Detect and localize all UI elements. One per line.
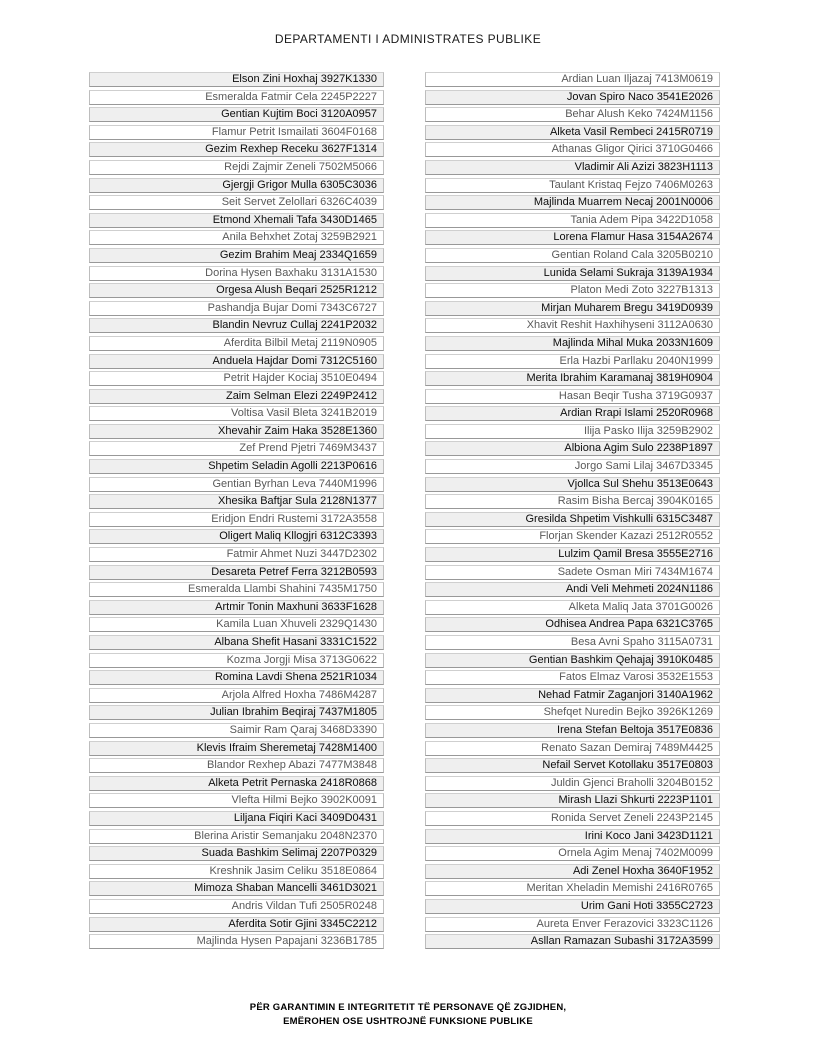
list-item: Esmeralda Llambi Shahini 7435M1750 xyxy=(89,582,384,597)
list-item: Xhavit Reshit Haxhihyseni 3112A0630 xyxy=(425,318,720,333)
list-item: Shpetim Seladin Agolli 2213P0616 xyxy=(89,459,384,474)
list-item: Flamur Petrit Ismailati 3604F0168 xyxy=(89,125,384,140)
list-item: Esmeralda Fatmir Cela 2245P2227 xyxy=(89,90,384,105)
list-item: Lulzim Qamil Bresa 3555E2716 xyxy=(425,547,720,562)
list-item: Voltisa Vasil Bleta 3241B2019 xyxy=(89,406,384,421)
list-item: Juldin Gjenci Braholli 3204B0152 xyxy=(425,776,720,791)
list-item: Irini Koco Jani 3423D1121 xyxy=(425,829,720,844)
list-item: Klevis Ifraim Sheremetaj 7428M1400 xyxy=(89,741,384,756)
list-item: Adi Zenel Hoxha 3640F1952 xyxy=(425,864,720,879)
list-item: Ilija Pasko Ilija 3259B2902 xyxy=(425,424,720,439)
list-item: Dorina Hysen Baxhaku 3131A1530 xyxy=(89,266,384,281)
list-item: Platon Medi Zoto 3227B1313 xyxy=(425,283,720,298)
list-item: Asllan Ramazan Subashi 3172A3599 xyxy=(425,934,720,949)
list-item: Alketa Vasil Rembeci 2415R0719 xyxy=(425,125,720,140)
list-item: Erla Hazbi Parllaku 2040N1999 xyxy=(425,354,720,369)
list-item: Aferdita Sotir Gjini 3345C2212 xyxy=(89,917,384,932)
name-list-left xyxy=(89,72,384,952)
list-item: Besa Avni Spaho 3115A0731 xyxy=(425,635,720,650)
list-item: Merita Ibrahim Karamanaj 3819H0904 xyxy=(425,371,720,386)
list-item: Vlefta Hilmi Bejko 3902K0091 xyxy=(89,793,384,808)
list-item: Lorena Flamur Hasa 3154A2674 xyxy=(425,230,720,245)
list-item: Hasan Beqir Tusha 3719G0937 xyxy=(425,389,720,404)
list-item: Etmond Xhemali Tafa 3430D1465 xyxy=(89,213,384,228)
list-item: Kozma Jorgji Misa 3713G0622 xyxy=(89,653,384,668)
list-item: Artmir Tonin Maxhuni 3633F1628 xyxy=(89,600,384,615)
list-item: Gentian Byrhan Leva 7440M1996 xyxy=(89,477,384,492)
list-item: Andris Vildan Tufi 2505R0248 xyxy=(89,899,384,914)
list-item: Nefail Servet Kotollaku 3517E0803 xyxy=(425,758,720,773)
list-item: Gentian Kujtim Boci 3120A0957 xyxy=(89,107,384,122)
list-item: Orgesa Alush Beqari 2525R1212 xyxy=(89,283,384,298)
list-item: Blandin Nevruz Cullaj 2241P2032 xyxy=(89,318,384,333)
list-item: Desareta Petref Ferra 3212B0593 xyxy=(89,565,384,580)
list-item: Lunida Selami Sukraja 3139A1934 xyxy=(425,266,720,281)
list-item: Jorgo Sami Lilaj 3467D3345 xyxy=(425,459,720,474)
list-item: Fatos Elmaz Varosi 3532E1553 xyxy=(425,670,720,685)
list-item: Zef Prend Pjetri 7469M3437 xyxy=(89,441,384,456)
list-item: Rasim Bisha Bercaj 3904K0165 xyxy=(425,494,720,509)
list-item: Julian Ibrahim Beqiraj 7437M1805 xyxy=(89,705,384,720)
list-item: Alketa Maliq Jata 3701G0026 xyxy=(425,600,720,615)
list-item: Nehad Fatmir Zaganjori 3140A1962 xyxy=(425,688,720,703)
list-item: Jovan Spiro Naco 3541E2026 xyxy=(425,90,720,105)
list-item: Meritan Xheladin Memishi 2416R0765 xyxy=(425,881,720,896)
list-item: Pashandja Bujar Domi 7343C6727 xyxy=(89,301,384,316)
list-item: Urim Gani Hoti 3355C2723 xyxy=(425,899,720,914)
list-item: Gezim Rexhep Receku 3627F1314 xyxy=(89,142,384,157)
list-item: Kamila Luan Xhuveli 2329Q1430 xyxy=(89,617,384,632)
list-item: Suada Bashkim Selimaj 2207P0329 xyxy=(89,846,384,861)
list-item: Eridjon Endri Rustemi 3172A3558 xyxy=(89,512,384,527)
list-item: Mimoza Shaban Mancelli 3461D3021 xyxy=(89,881,384,896)
list-item: Gezim Brahim Meaj 2334Q1659 xyxy=(89,248,384,263)
list-item: Oligert Maliq Kllogjri 6312C3393 xyxy=(89,529,384,544)
list-item: Aferdita Bilbil Metaj 2119N0905 xyxy=(89,336,384,351)
list-item: Ardian Luan Iljazaj 7413M0619 xyxy=(425,72,720,87)
list-item: Tania Adem Pipa 3422D1058 xyxy=(425,213,720,228)
footer-line-1: PËR GARANTIMIN E INTEGRITETIT TË PERSONAVE QË ZGJIDHEN, xyxy=(249,1002,567,1013)
list-item: Taulant Kristaq Fejzo 7406M0263 xyxy=(425,178,720,193)
list-item: Gentian Bashkim Qehajaj 3910K0485 xyxy=(425,653,720,668)
list-item: Florjan Skender Kazazi 2512R0552 xyxy=(425,529,720,544)
list-item: Albana Shefit Hasani 3331C1522 xyxy=(89,635,384,650)
footer-note xyxy=(0,1001,816,1028)
list-item: Romina Lavdi Shena 2521R1034 xyxy=(89,670,384,685)
list-item: Xhesika Baftjar Sula 2128N1377 xyxy=(89,494,384,509)
list-item: Ronida Servet Zeneli 2243P2145 xyxy=(425,811,720,826)
list-item: Elson Zini Hoxhaj 3927K1330 xyxy=(89,72,384,87)
list-item: Anila Behxhet Zotaj 3259B2921 xyxy=(89,230,384,245)
list-item: Anduela Hajdar Domi 7312C5160 xyxy=(89,354,384,369)
list-item: Majlinda Muarrem Necaj 2001N0006 xyxy=(425,195,720,210)
list-item: Gentian Roland Cala 3205B0210 xyxy=(425,248,720,263)
list-item: Mirash Llazi Shkurti 2223P1101 xyxy=(425,793,720,808)
list-item: Athanas Gligor Qirici 3710G0466 xyxy=(425,142,720,157)
list-item: Liljana Fiqiri Kaci 3409D0431 xyxy=(89,811,384,826)
list-item: Ardian Rrapi Islami 2520R0968 xyxy=(425,406,720,421)
list-item: Behar Alush Keko 7424M1156 xyxy=(425,107,720,122)
list-item: Gjergji Grigor Mulla 6305C3036 xyxy=(89,178,384,193)
list-item: Albiona Agim Sulo 2238P1897 xyxy=(425,441,720,456)
list-item: Shefqet Nuredin Bejko 3926K1269 xyxy=(425,705,720,720)
name-list-right xyxy=(425,72,720,952)
list-item: Arjola Alfred Hoxha 7486M4287 xyxy=(89,688,384,703)
list-item: Vjollca Sul Shehu 3513E0643 xyxy=(425,477,720,492)
list-item: Saimir Ram Qaraj 3468D3390 xyxy=(89,723,384,738)
list-item: Ornela Agim Menaj 7402M0099 xyxy=(425,846,720,861)
list-item: Renato Sazan Demiraj 7489M4425 xyxy=(425,741,720,756)
list-item: Irena Stefan Beltoja 3517E0836 xyxy=(425,723,720,738)
list-item: Xhevahir Zaim Haka 3528E1360 xyxy=(89,424,384,439)
list-item: Zaim Selman Elezi 2249P2412 xyxy=(89,389,384,404)
list-item: Majlinda Mihal Muka 2033N1609 xyxy=(425,336,720,351)
list-item: Blerina Aristir Semanjaku 2048N2370 xyxy=(89,829,384,844)
list-item: Andi Veli Mehmeti 2024N1186 xyxy=(425,582,720,597)
list-item: Alketa Petrit Pernaska 2418R0868 xyxy=(89,776,384,791)
footer-line-2: EMËROHEN OSE USHTROJNË FUNKSIONE PUBLIKE xyxy=(283,1015,533,1027)
list-item: Seit Servet Zelollari 6326C4039 xyxy=(89,195,384,210)
list-item: Sadete Osman Miri 7434M1674 xyxy=(425,565,720,580)
list-item: Aureta Enver Ferazovici 3323C1126 xyxy=(425,917,720,932)
list-item: Majlinda Hysen Papajani 3236B1785 xyxy=(89,934,384,949)
list-item: Blandor Rexhep Abazi 7477M3848 xyxy=(89,758,384,773)
list-item: Fatmir Ahmet Nuzi 3447D2302 xyxy=(89,547,384,562)
page-title: DEPARTAMENTI I ADMINISTRATES PUBLIKE xyxy=(274,32,542,46)
list-item: Petrit Hajder Kociaj 3510E0494 xyxy=(89,371,384,386)
list-item: Rejdi Zajmir Zeneli 7502M5066 xyxy=(89,160,384,175)
list-item: Odhisea Andrea Papa 6321C3765 xyxy=(425,617,720,632)
list-item: Mirjan Muharem Bregu 3419D0939 xyxy=(425,301,720,316)
list-item: Vladimir Ali Azizi 3823H1113 xyxy=(425,160,720,175)
list-item: Kreshnik Jasim Celiku 3518E0864 xyxy=(89,864,384,879)
list-item: Gresilda Shpetim Vishkulli 6315C3487 xyxy=(425,512,720,527)
